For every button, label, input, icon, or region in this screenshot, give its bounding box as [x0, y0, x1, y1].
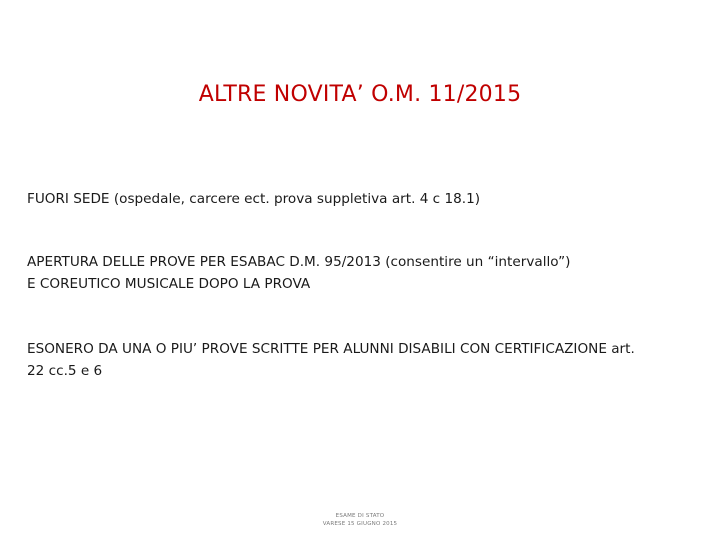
item-text-line: APERTURA DELLE PROVE PER ESABAC D.M. 95/2013 (consentire un “intervallo”) — [27, 254, 571, 270]
slide-title: ALTRE NOVITA’ O.M. 11/2015 — [198, 82, 522, 107]
footer-line-1: ESAME DI STATO — [335, 513, 385, 519]
item-text-line: FUORI SEDE (ospedale, carcere ect. prova suppletiva art. 4 c 18.1) — [27, 191, 481, 207]
item-apertura-prove — [27, 251, 707, 295]
footer-line-2: VARESE 15 GIUGNO 2015 — [322, 521, 398, 527]
item-text-line: E COREUTICO MUSICALE DOPO LA PROVA — [27, 276, 311, 292]
item-fuori-sede — [27, 188, 707, 210]
item-text-line: ESONERO DA UNA O PIU’ PROVE SCRITTE PER ALUNNI DISABILI CON CERTIFICAZIONE art. — [27, 341, 635, 357]
slide-footer — [0, 512, 720, 528]
item-text-line: 22 cc.5 e 6 — [27, 363, 103, 379]
item-esonero — [27, 338, 707, 382]
